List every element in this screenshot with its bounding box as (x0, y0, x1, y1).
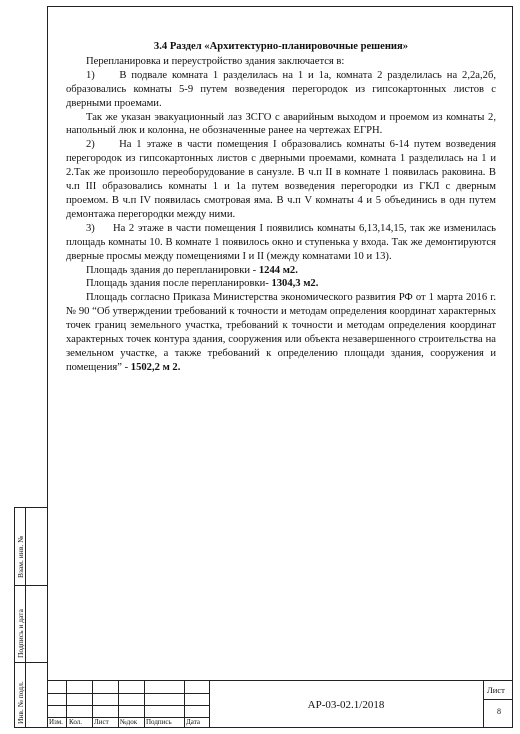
sheet-divider-row (483, 699, 513, 700)
area-by-order (66, 291, 496, 374)
col-label-count: Кол. (69, 718, 82, 726)
paragraph-floor-1: 2) На 1 этаже в части помещения I образовались комнаты 6-14 путем возведения перегородок из гипсокартонных листов с дверными проемами, комната 1 разделилась на 1 и 2.Так же произошло переоборудование в санузле. В ч.п II в комнате 1 появилась раковина. В ч.п III образовались комнаты 1 и 1а путем возведения перегородки из ГКЛ с дверным проемом. В ч.п IV появилась смотровая яма. В ч.п V комнаты 4 и 5 объединись в одн путем демонтажа перегородки между ними. (66, 139, 496, 220)
sheet-label: Лист (487, 685, 505, 695)
col-label-signature: Подпись (146, 718, 172, 726)
strip-label-original-inv: Инв. № подл. (16, 681, 25, 724)
paragraph-intro: Перепланировка и переустройство здания заключается в: (86, 55, 345, 67)
document-code: АР-03-02.1/2018 (307, 699, 385, 711)
col-label-doc-number: №док (120, 718, 138, 726)
strip-divider-2 (15, 662, 47, 663)
area-before-label: Площадь здания до перепланировки - (86, 264, 259, 276)
strip-label-signature-date: Подпись и дата (16, 609, 25, 658)
paragraph-floor-2: 3) На 2 этаже в части помещения I появились комнаты 6,13,14,15, так же изменилась площадь комнаты 10. В комнате 1 появилось окно и ступенька у входа. Так же демонтируются дверные просмы между помещениями I и II (между комнатами 10 и 13). (66, 222, 496, 262)
area-after (66, 277, 496, 291)
title-cell-sheet-divider (483, 681, 484, 728)
strip-label-replacement-inv: Взам. инв. № (16, 535, 25, 578)
area-by-order-value: 1502,2 м 2. (130, 361, 181, 373)
area-before-value: 1244 м2. (258, 264, 298, 276)
paragraph-evacuation: Так же указан эвакуационный лаз ЗСГО с аварийным выходом и проемом из комнаты 2, напольный люк и колонна, не обозначенные ранее на чертежах ЕГРН. (66, 111, 496, 137)
area-before (66, 264, 496, 278)
col-label-date: Дата (186, 718, 200, 726)
area-by-order-text: Площадь согласно Приказа Министерства экономического развития РФ от 1 марта 2016 г. № 90 “Об утверждении требований к точности и методам определения координат характерных точек границ земельного участка, требований к точности и методам определения координат характерных точек контура здания, сооружения или объекта незавершенного строительства на земельном участке, а также требований к определению площади здания, сооружения и помещения” - (66, 292, 496, 373)
area-after-value: 1304,3 м2. (271, 278, 319, 290)
strip-divider-1 (15, 585, 47, 586)
side-stamp-strip (14, 507, 47, 728)
title-block (47, 680, 513, 728)
col-label-sheet: Лист (94, 718, 109, 726)
section-title: 3.4 Раздел «Архитектурно-планировочные решения» (153, 41, 409, 52)
document-body (66, 40, 496, 375)
paragraph-basement: 1) В подвале комната 1 разделилась на 1 и 1а, комната 2 разделилась на 2,2а,2б, образовались комнаты 5-9 путем возведения перегородок из гипсокартонных листов с дверными проемами. (66, 69, 496, 109)
sheet-number: 8 (497, 707, 501, 716)
area-after-label: Площадь здания после перепланировки- (86, 278, 272, 290)
col-label-change: Изм. (49, 718, 63, 726)
